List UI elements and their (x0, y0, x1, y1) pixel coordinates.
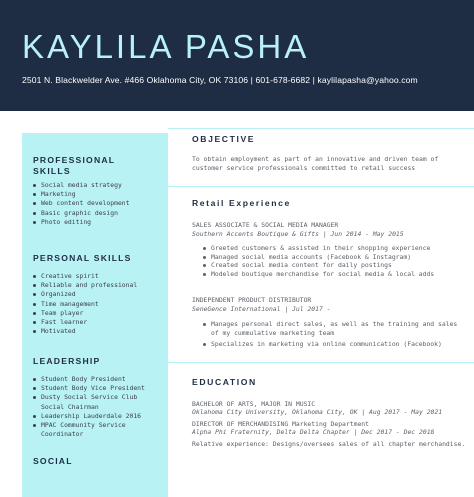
degree-title: BACHELOR OF ARTS, MAJOR IN MUSIC (192, 400, 316, 408)
list-item: Manages personal direct sales, as well as the training and sales of my cummulative marketing team (203, 320, 465, 337)
applicant-name: KAYLILA PASHA (22, 28, 310, 65)
list-item: MPAC Community Service Coordinator (33, 421, 143, 439)
leadership-heading: LEADERSHIP (33, 356, 101, 366)
header-banner (0, 0, 474, 111)
list-item: Student Body President (33, 375, 145, 384)
list-item: Team player (33, 309, 137, 318)
list-item: Time management (33, 300, 137, 309)
objective-line-1: To obtain employment as part of an innovative and driven team of (192, 155, 439, 163)
professional-skills-heading-line2: SKILLS (33, 166, 71, 176)
personal-skills-heading: PERSONAL SKILLS (33, 253, 132, 263)
divider (168, 128, 474, 129)
list-item: Dusty Social Service Club Social Chairman (33, 393, 143, 411)
list-item: Motivated (33, 327, 137, 336)
role-title-text: DIRECTOR OF MERCHANDISING (192, 420, 289, 428)
role-description: Relative experience: Designs/oversees sales of all chapter merchandise. (192, 440, 466, 448)
list-item: Creative spirit (33, 272, 137, 281)
list-item: Specializes in marketing via online communication (Facebook) (203, 340, 465, 349)
professional-skills-heading-line1: PROFESSIONAL (33, 155, 116, 165)
list-item: Greeted customers & assisted in their shopping experience (203, 244, 463, 253)
professional-skills-heading (33, 155, 115, 177)
job-title: SALES ASSOCIATE & SOCIAL MEDIA MANAGER (192, 221, 339, 229)
professional-skills-list (33, 181, 130, 227)
social-heading: SOCIAL (33, 456, 73, 466)
list-item: Photo editing (33, 218, 130, 227)
contact-line: 2501 N. Blackwelder Ave. #466 Oklahoma City, OK 73106 | 601-678-6682 | kaylilapasha@yahoo.com (22, 75, 418, 85)
divider (168, 362, 474, 363)
role-department: Marketing Department (288, 420, 369, 428)
leadership-list (33, 375, 145, 439)
objective-heading: OBJECTIVE (192, 134, 256, 144)
list-item: Managed social media accounts (Facebook & Instagram) (203, 253, 463, 262)
job-employer: SeneGence International | Jul 2017 - (192, 305, 331, 313)
list-item: Basic graphic design (33, 209, 130, 218)
retail-experience-heading: Retail Experience (192, 198, 291, 208)
list-item: Organized (33, 290, 137, 299)
job-duties-list (203, 320, 465, 349)
divider (168, 186, 474, 187)
list-item: Student Body Vice President (33, 384, 145, 393)
objective-line-2: customer service professionals committed to retail success (192, 164, 416, 172)
list-item: Leadership Lauderdale 2016 (33, 412, 145, 421)
school-name: Oklahoma City University, Oklahoma City, OK | Aug 2017 - May 2021 (192, 408, 443, 416)
job-duties-list (203, 244, 463, 278)
list-item: Marketing (33, 190, 130, 199)
list-item: Reliable and professional (33, 281, 137, 290)
list-item: Created social media content for daily postings (203, 261, 463, 270)
list-item: Fast learner (33, 318, 137, 327)
job-employer: Southern Accents Boutique & Gifts | Jun 2014 - May 2015 (192, 230, 404, 238)
education-heading: EDUCATION (192, 377, 257, 387)
list-item: Web content development (33, 199, 130, 208)
list-item: Social media strategy (33, 181, 130, 190)
job-title: INDEPENDENT PRODUCT DISTRIBUTOR (192, 296, 312, 304)
personal-skills-list (33, 272, 137, 336)
role-organization: Alpha Phi Fraternity, Delta Delta Chapter | Dec 2017 - Dec 2018 (192, 428, 435, 436)
list-item: Modeled boutique merchandise for social media & local adds (203, 270, 463, 279)
